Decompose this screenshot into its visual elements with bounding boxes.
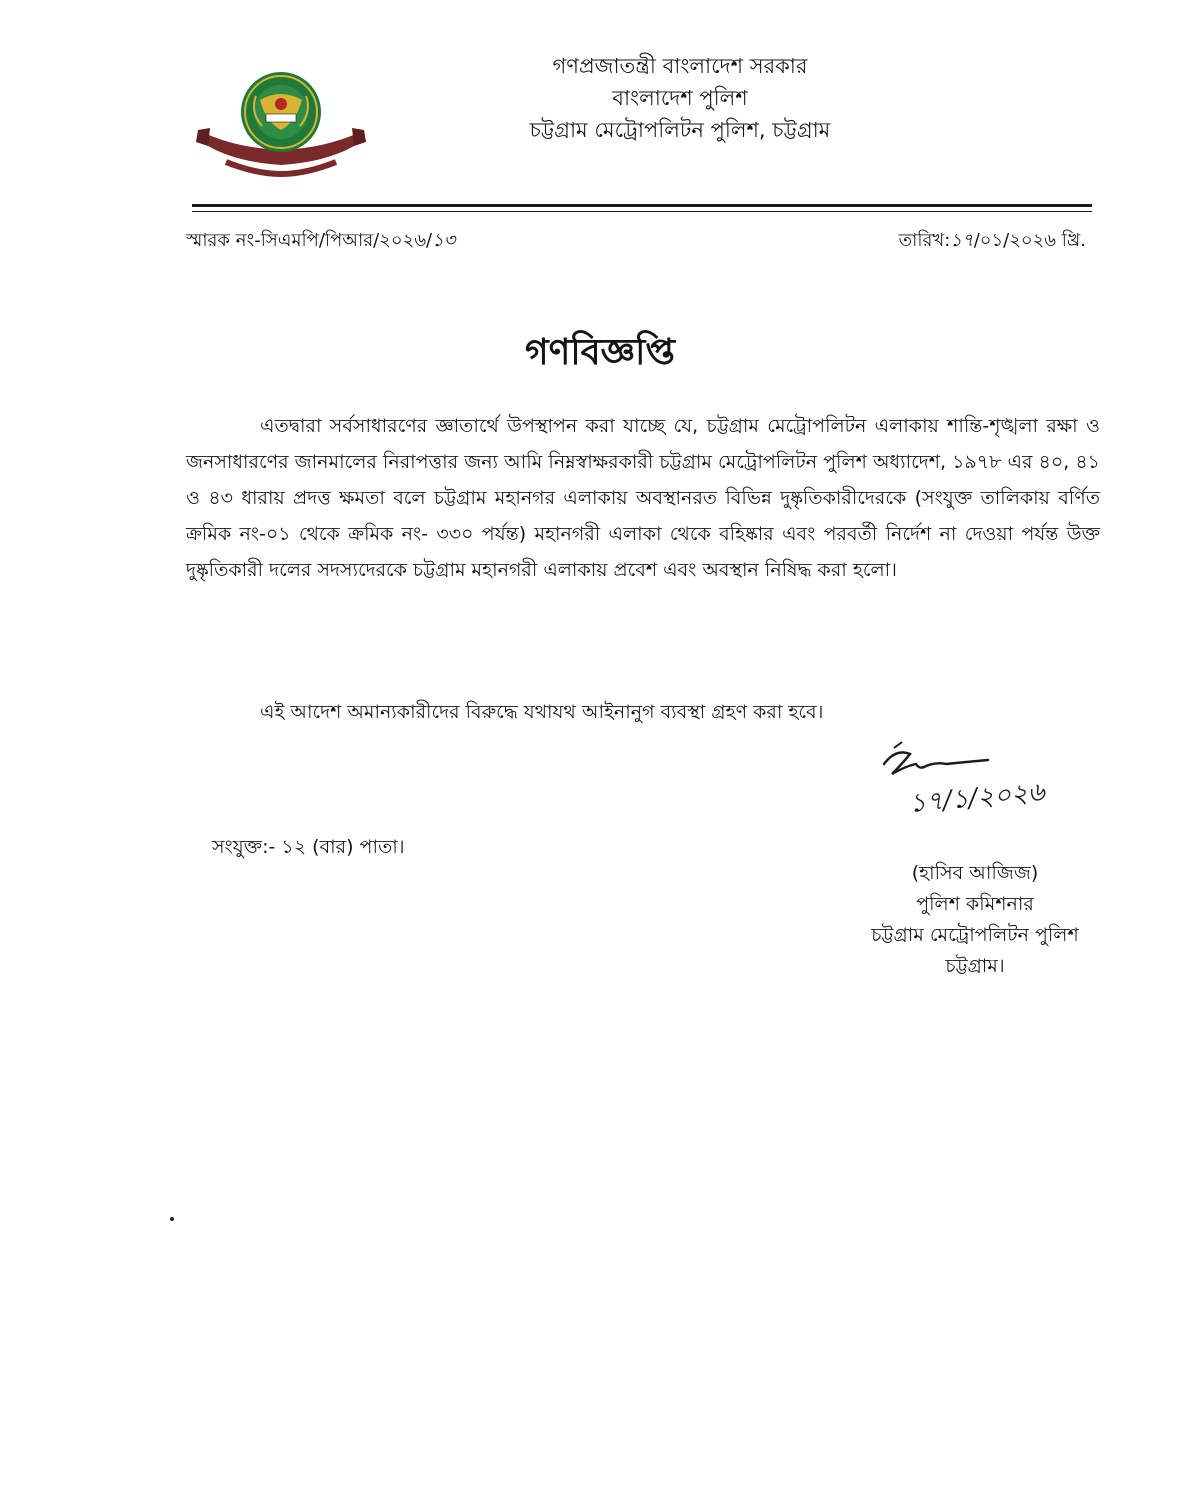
signatory-name: (হাসিব আজিজ): [911, 862, 1039, 884]
notice-body-paragraph-1: এতদ্বারা সর্বসাধারণের জ্ঞাতার্থে উপস্থাপন করা যাচ্ছে যে, চট্টগ্রাম মেট্রোপলিটন এলাকায় শান্তি-শৃঙ্খলা রক্ষা ও জনসাধারণের জানমালের নিরাপত্তার জন্য আমি নিম্নস্বাক্ষরকারী চট্টগ্রাম মেট্রোপলিটন পুলিশ অধ্যাদেশ, ১৯৭৮ এর ৪০, ৪১ ও ৪৩ ধারায় প্রদত্ত ক্ষমতা বলে চট্টগ্রাম মহানগর এলাকায় অবস্থানরত বিভিন্ন দুষ্কৃতিকারীদেরকে (সংযুক্ত তালিকায় বর্ণিত ক্রমিক নং-০১ থেকে ক্রমিক নং- ৩৩০ পর্যন্ত) মহানগরী এলাকা থেকে বহিষ্কার এবং পরবর্তী নির্দেশ না দেওয়া পর্যন্ত উক্ত দুষ্কৃতিকারী দলের সদস্যদেরকে চট্টগ্রাম মহানগরী এলাকায় প্রবেশ এবং অবস্থান নিষিদ্ধ করা হলো।: [186, 415, 1100, 581]
handwritten-signature: [876, 740, 1096, 820]
signatory-designation: পুলিশ কমিশনার: [916, 893, 1034, 915]
signatory-city: চট্টগ্রাম।: [945, 955, 1005, 977]
police-emblem-logo: [196, 70, 366, 190]
memo-date: [899, 226, 1086, 256]
header-divider: [192, 204, 1092, 207]
government-name: গণপ্রজাতন্ত্রী বাংলাদেশ সরকার: [552, 54, 808, 78]
notice-title: গণবিজ্ঞপ্তি: [524, 332, 676, 373]
header-divider-thin: [192, 211, 1092, 212]
memo-number-handwritten: ১৩: [432, 230, 456, 251]
signatory-block: [820, 858, 1130, 982]
signatory-office: চট্টগ্রাম মেট্রোপলিটন পুলিশ: [871, 924, 1079, 946]
memo-row: [186, 226, 1086, 258]
scan-speck: [170, 1217, 174, 1221]
letterhead: [470, 50, 890, 146]
memo-number-prefix: স্মারক নং-সিএমপি/পিআর/২০২৬/: [186, 230, 433, 251]
memo-date-suffix: /০১/২০২৬ খ্রি.: [973, 230, 1086, 251]
department-name: বাংলাদেশ পুলিশ: [612, 86, 748, 110]
notice-body-paragraph-2: এই আদেশ অমান্যকারীদের বিরুদ্ধে যথাযথ আইনানুগ ব্যবস্থা গ্রহণ করা হবে।: [260, 701, 824, 723]
memo-number: [186, 226, 456, 256]
office-name: চট্টগ্রাম মেট্রোপলিটন পুলিশ, চট্টগ্রাম: [529, 118, 831, 142]
memo-date-handwritten: ১৭: [950, 230, 974, 251]
attachment-note: সংযুক্ত:- ১২ (বার) পাতা।: [212, 836, 405, 858]
signature-date: ১৭/১/২০২৬: [907, 777, 1046, 819]
memo-date-prefix: তারিখ:: [898, 230, 951, 251]
